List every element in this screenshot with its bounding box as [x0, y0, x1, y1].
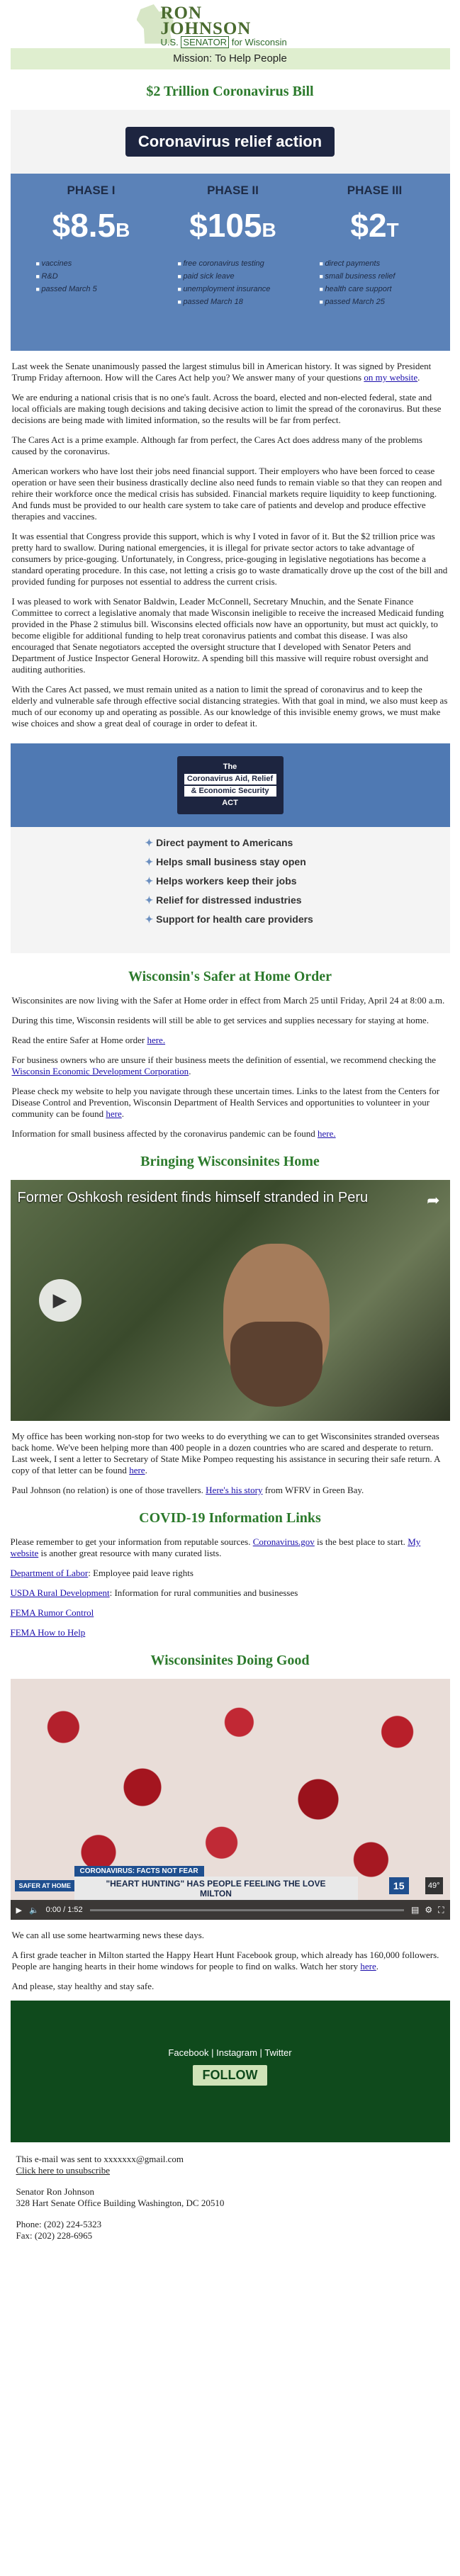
facebook-link[interactable]: Facebook: [168, 2047, 209, 2058]
paragraph: The Cares Act is a prime example. Although far from perfect, the Cares Act does address many of the problems caused by the coronavirus.: [11, 434, 422, 456]
office-name: Senator Ron Johnson: [16, 2186, 94, 2197]
captions-icon[interactable]: ▤: [410, 1904, 420, 1915]
social-links: Facebook | Instagram | Twitter: [168, 2047, 292, 2058]
list-item: [11, 1607, 450, 1619]
video-player-stranded-peru[interactable]: [11, 1180, 450, 1421]
video-title: Former Oshkosh resident finds himself stranded in Peru: [17, 1190, 369, 1205]
safer-at-home-badge: SAFER AT HOME: [15, 1880, 76, 1891]
paragraph: Read the entire Safer at Home order here.: [11, 1035, 166, 1045]
paragraph: It was essential that Congress provide this support, which is why I voted in favor of it. But the $2 trillion price was pretty hard to swallow. During national emergencies, it is illegal for private sector actors to take advantage of consumers by price-gouging. Unfortunately, in Congress, price-gouging in legislative negotiations has become a standard operating procedure. In this case, not letting a crisis go to waste dramatically drove up the cost of the bill and provided funding for purposes not essential to address the current crisis.: [11, 531, 448, 587]
phase-3: PHASE III $2T ■ direct payments ■ small business relief ■ health care support ■ passed March 25: [301, 184, 443, 351]
fax-number: Fax: (202) 228-6965: [16, 2230, 93, 2241]
list-item: [11, 1627, 450, 1638]
logo[interactable]: [117, 1, 344, 47]
paragraph: Last week the Senate unanimously passed the largest stimulus bill in American history. It was signed by President Trump Friday afternoon. How will the Cares Act help you? We answer many of your questions on my website.: [11, 361, 432, 383]
usda-rural-development-link[interactable]: USDA Rural Development: [10, 1587, 110, 1598]
relief-banner-title: Coronavirus relief action: [125, 127, 335, 157]
section-title-stimulus: $2 Trillion Coronavirus Bill: [146, 84, 314, 99]
office-address: 328 Hart Senate Office Building Washington, DC 20510: [16, 2198, 225, 2208]
cares-act-badge: The Coronavirus Aid, Relief & Economic Security ACT: [177, 756, 284, 814]
news-lower-third: [11, 1866, 450, 1900]
cares-act-banner: [11, 743, 450, 953]
list-item: USDA Rural Development: Information for rural communities and businesses: [10, 1587, 298, 1598]
pompeo-letter-link[interactable]: here: [129, 1465, 145, 1475]
paragraph: American workers who have lost their jobs need financial support. Their employers who have been forced to cease operation or have seen their business drastically decline also need funds to remain viable so that they can reopen and rehire their workforce once the medical crisis has subsided. Financial markets require liquidity to keep functioning. And funds must be provided to our health care system to take care of patients and develop and produce effective therapies and vaccines.: [11, 466, 442, 522]
unsubscribe-link[interactable]: Click here to unsubscribe: [16, 2165, 110, 2176]
phone-number: Phone: (202) 224-5323: [16, 2219, 102, 2229]
wedc-link[interactable]: Wisconsin Economic Development Corporation: [11, 1066, 189, 1076]
paragraph: And please, stay healthy and stay safe.: [11, 1981, 155, 1991]
instagram-link[interactable]: Instagram: [216, 2047, 257, 2058]
sent-to-text: This e-mail was sent to xxxxxxx@gmail.com: [16, 2154, 184, 2164]
covid-links-list: [11, 1536, 450, 1638]
twitter-link[interactable]: Twitter: [264, 2047, 292, 2058]
resources-link[interactable]: here: [106, 1108, 122, 1119]
footer-meta: [11, 2142, 450, 2242]
fullscreen-icon[interactable]: ⛶: [438, 1904, 444, 1915]
video-progress-bar[interactable]: [90, 1909, 404, 1911]
section-title-safer-at-home: Wisconsin's Safer at Home Order: [128, 969, 332, 984]
list-item: ✦ Helps small business stay open: [145, 856, 450, 868]
paragraph: Information for small business affected by the coronavirus pandemic can be found here.: [11, 1128, 336, 1139]
paragraph: For business owners who are unsure if their business meets the definition of essential, we recommend checking the Wisconsin Economic Development Corporation.: [11, 1054, 437, 1076]
person-beard: [230, 1322, 322, 1407]
time-readout: 0:00 / 1:52: [45, 1906, 83, 1914]
paragraph: During this time, Wisconsin residents will still be able to get services and supplies necessary for staying at home.: [11, 1015, 429, 1025]
list-item: ✦ Support for health care providers: [145, 913, 450, 926]
follow-button[interactable]: FOLLOW: [193, 2065, 268, 2086]
video-player-heart-hunting[interactable]: [11, 1679, 450, 1920]
play-icon[interactable]: ▶: [16, 1906, 22, 1915]
department-of-labor-link[interactable]: Department of Labor: [10, 1568, 89, 1578]
email-body: [11, 0, 450, 2242]
news-kicker: CORONAVIRUS: FACTS NOT FEAR: [74, 1866, 204, 1877]
settings-icon[interactable]: ⚙: [425, 1904, 433, 1915]
news-headline: "HEART HUNTING" HAS PEOPLE FEELING THE LOVE MILTON: [74, 1877, 358, 1901]
volume-icon[interactable]: 🔈: [28, 1906, 39, 1915]
section-title-doing-good: Wisconsinites Doing Good: [150, 1653, 310, 1668]
play-icon[interactable]: ▶: [39, 1279, 82, 1322]
coronavirus-gov-link[interactable]: Coronavirus.gov: [252, 1536, 315, 1547]
paragraph: Wisconsinites are now living with the Safer at Home order in effect from March 25 until Friday, April 24 at 8:00 a.m.: [11, 995, 445, 1006]
paragraph: I was pleased to work with Senator Baldwin, Leader McConnell, Secretary Mnuchin, and the Senate Finance Committee to correct a legislative anomaly that made Wisconsin ineligible to receive the increased Medicaid funding provided in the Phase 2 stimulus bill. Wisconsins elected officials now have an opportunity, but must act quickly, to become eligible for additional funding to help treat coronavirus patients and combat this disease. I was also encouraged that Senate negotiators accepted the oversight structure that I developed with Senator Peters and Department of Justice Inspector General Horowitz. A spending bill this massive will require robust oversight and auditing authorities.: [11, 596, 444, 675]
paragraph: We can all use some heartwarming news these days.: [11, 1930, 205, 1940]
paragraph: My office has been working non-stop for two weeks to do everything we can to get Wisconsinites stranded overseas back home. We've been helping more than 400 people in a dozen countries who are scared and desperate to return. Last week, I sent a letter to Secretary of State Mike Pompeo requesting his assistance in securing their safe return. A copy of that letter can be found here.: [11, 1431, 440, 1475]
footer-social: [11, 2001, 450, 2142]
cares-benefits-list: [11, 827, 450, 953]
video-controls: [11, 1900, 450, 1920]
heart-hunt-story-link[interactable]: here: [360, 1961, 376, 1972]
paragraph: Paul Johnson (no relation) is one of those travellers. Here's his story from WFRV in Green Bay.: [11, 1485, 364, 1495]
mission-bar: Mission: To Help People: [11, 48, 450, 69]
paragraph: With the Cares Act passed, we must remain united as a nation to limit the spread of coronavirus and to keep the elderly and vulnerable safe through effective social distancing strategies. With that goal in mind, we also must keep as much of our economy up and operating as possible. As our knowledge of this invisible enemy grows, we must make wise choices and show a great deal of courage in order to defeat it.: [11, 684, 448, 729]
station-logo: 15: [389, 1877, 409, 1894]
logo-subtitle: U.S. SENATOR for Wisconsin: [160, 37, 287, 47]
safer-at-home-order-link[interactable]: here.: [147, 1035, 166, 1045]
fema-how-to-help-link[interactable]: FEMA How to Help: [10, 1627, 86, 1638]
list-item: ✦ Relief for distressed industries: [145, 894, 450, 906]
cares-act-link[interactable]: on my website: [364, 372, 418, 383]
small-business-info-link[interactable]: here.: [318, 1128, 336, 1139]
header: [11, 0, 450, 48]
temperature-readout: 49°: [425, 1877, 443, 1894]
phase-1: PHASE I $8.5B ■ vaccines ■ R&D ■ passed March 5: [18, 184, 159, 351]
paragraph: Please remember to get your information from reputable sources. Coronavirus.gov is the best place to start. My website is another great resource with many curated lists.: [10, 1536, 421, 1558]
phase-2: PHASE II $105B ■ free coronavirus testing ■ paid sick leave ■ unemployment insurance ■ passed March 18: [159, 184, 301, 351]
paragraph: Please check my website to help you navigate through these uncertain times. Links to the latest from the Centers for Disease Control and Prevention, Wisconsin Department of Health Services and opportunities to volunteer in your community can be found here.: [11, 1086, 440, 1119]
paragraph: We are enduring a national crisis that is no one's fault. Across the board, elected and non-elected federal, state and local officials are making tough decisions and taking decisive action to limit the spread of the coronavirus. But these decisions are being made with limited information, so the results will be far from perfect.: [11, 392, 442, 425]
relief-banner: [11, 110, 450, 351]
section-title-bringing-home: Bringing Wisconsinites Home: [140, 1154, 320, 1169]
logo-name: RON JOHNSON: [160, 4, 252, 38]
list-item: ✦ Direct payment to Americans: [145, 837, 450, 849]
paragraph: A first grade teacher in Milton started the Happy Heart Hunt Facebook group, which already has 160,000 followers. People are hanging hearts in their home windows for people to find on walks. Watch her story here.: [11, 1950, 439, 1972]
list-item: ✦ Helps workers keep their jobs: [145, 875, 450, 887]
list-item: Department of Labor: Employee paid leave rights: [10, 1568, 193, 1578]
section-title-covid-links: COVID-19 Information Links: [139, 1510, 321, 1526]
share-icon[interactable]: ➦: [427, 1191, 440, 1209]
wfrv-story-link[interactable]: Here's his story: [206, 1485, 263, 1495]
fema-rumor-control-link[interactable]: FEMA Rumor Control: [10, 1607, 94, 1618]
my-website-link[interactable]: My website: [10, 1536, 421, 1558]
